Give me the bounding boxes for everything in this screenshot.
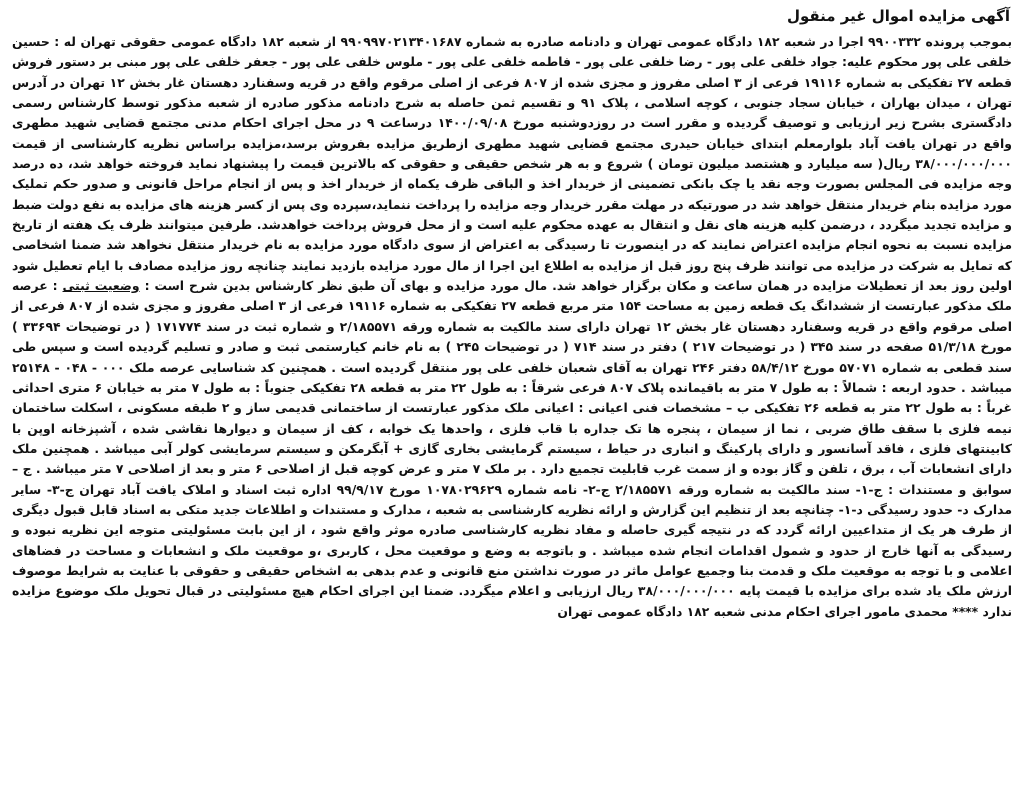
registration-status-label: وضعیت ثبتی <box>62 278 140 294</box>
notice-body-part-1: بموجب پرونده ۹۹۰۰۳۳۲ اجرا در شعبه ۱۸۲ دادگاه عمومی تهران و دادنامه صادره به شماره ۹۹۰۹۹۷۰۲۱۳۴۰۱۶۸۷ از شعبه ۱۸۲ دادگاه عمومی حقوقی تهران له : حسین خلفی علی پور محکوم علیه: جواد خلفی علی پور - رضا خلفی علی پور - فاطمه خلفی علی پور - ملوس خلفی علی پور - جعفر خلفی علی پور مبنی بر دستور فروش قطعه ۲۷ تفکیکی به شماره ۱۹۱۱۶ فرعی از ۳ اصلی مفروز و مجزی شده از ۸۰۷ فرعی از اصلی مرقوم واقع در قریه وسفنارد دهستان غار بخش ۱۲ تهران در آدرس تهران ، میدان بهاران ، خیابان سجاد جنوبی ، کوچه اسلامی ، پلاک ۹۱ و تقسیم ثمن حاصله به شرح دادنامه مذکور صادره از شعبه مذکور توسط کارشناس رسمی دادگستری بشرح زیر ارزیابی و توصیف گردیده و مقرر است در روزدوشنبه مورخ ۱۴۰۰/۰۹/۰۸ درساعت ۹ در محل اجرای احکام مدنی مجتمع قضایی شهید مطهری واقع در تهران یافت آباد بلوارمعلم ابتدای خیابان حیدری مجتمع قضایی شهید مطهری ازطریق مزایده بفروش برسد،مزایده براساس نظریه کارشناسی از قیمت ۳۸/۰۰۰/۰۰۰/۰۰۰ ریال( سه میلیارد و هشتصد میلیون تومان ) شروع و به هر شخص حقیقی و حقوقی که بالاترین قیمت را پیشنهاد نماید فروخته خواهد شد، ده درصد وجه مزایده فی المجلس بصورت وجه نقد یا چک بانکی تضمینی از خریدار اخذ و الباقی ظرف یکماه از خریدار اخذ و پس از انجام مراحل قانونی و صدور حکم تملیک مورد مزایده بنام خریدار منتقل خواهد شد در صورتیکه در مهلت مقرر خریدار وجه مزایده را پرداخت ننماید،سپرده وی پس از کسر هزینه های مزایده به نفع دولت ضبط و مزایده تجدید میگردد ، درضمن کلیه هزینه های نقل و انتقال به عهده محکوم علیه است و از محل فروش پرداخت خواهدشد. طرفین میتوانند ظرف یک هفته از تاریخ مزایده نسبت به نحوه انجام مزایده اعتراض نمایند که در اینصورت تا رسیدگی به اعتراض از سوی دادگاه مورد مزایده به نام خریدار منتقل نخواهد شد ضمنا اشخاصی که تمایل به شرکت در مزایده می توانند ظرف پنج روز قبل از مزایده به اطلاع این اجرا از مال مورد مزایده بازدید نمایند چنانچه روز مزایده مصادف با ایام تعطیل شود اولین روز بعد از تعطیلات مزایده در همان ساعت و مکان برگزار خواهد شد. مال مورد مزایده و بهای آن طبق نظر کارشناس بدین شرح است : <box>12 34 1013 294</box>
notice-title: آگهی مزایده اموال غیر منقول <box>786 7 1010 25</box>
notice-body <box>12 32 1012 622</box>
notice-body-part-2: : عرصه ملک مذکور عبارتست از ششدانگ یک قطعه زمین به مساحت ۱۵۴ متر مربع قطعه ۲۷ تفکیکی به شماره ۱۹۱۱۶ فرعی از ۳ اصلی مفروز و مجزی شده از ۸۰۷ فرعی از اصلی مرقوم واقع در قریه وسفنارد دهستان غار بخش ۱۲ تهران دارای سند مالکیت به شماره ورقه ۲/۱۸۵۵۷۱ و شماره ثبت در سند ۱۷۱۷۷۴ ( در توضیحات ۳۳۶۹۴ ) مورخ ۵۱/۳/۱۸ صفحه در سند ۳۴۵ ( در توضیحات ۲۱۷ ) دفتر در سند ۷۱۴ ( در توضیحات ۲۴۵ ) به نام خانم کیارستمی ثبت و صادر و تسلیم گردیده است و سپس طی سند قطعی به شماره ۵۷۰۷۱ مورخ ۵۸/۴/۱۲ دفتر ۲۴۶ تهران به آقای شعبان خلفی علی پور منتقل گردیده است . همچنین کد شناسایی عرصه ملک ۰۰۰ - ۰۴۸ - ۲۵۱۴۸ میباشد . حدود اربعه : شمالاً : به طول ۷ متر به باقیمانده پلاک ۸۰۷ فرعی شرقاً : به طول ۲۲ متر به قطعه ۲۸ تفکیکی جنوباً : به طول ۷ متر به خیابان ۶ متری احداثی غرباً : به طول ۲۲ متر به قطعه ۲۶ تفکیکی ب – مشخصات فنی اعیانی : اعیانی ملک مذکور عبارتست از ساختمانی قدیمی ساز و ۲ طبقه مسکونی ، اسکلت ساختمان نیمه فلزی با سقف طاق ضربی ، نما از سیمان ، پنجره ها تک جداره با قاب فلزی ، واحدها یک خوابه ، کف از سیمان و دیوارها نقاشی شده ، آشپزخانه اوپن با کابینتهای فلزی ، فاقد آسانسور و دارای پارکینگ و انباری در حیاط ، سیستم گرمایشی بخاری گازی + آبگرمکن و سیستم سرمایشی کولر آبی میباشد . همچنین ملک دارای انشعابات آب ، برق ، تلفن و گاز بوده و از سمت غرب قابلیت تجمیع دارد . بر ملک ۷ متر و عرض کوچه قبل از اصلاحی ۶ متر و بعد از اصلاحی ۷ متر میباشد . ج – سوابق و مستندات : ج-۱- سند مالکیت به شماره ورقه ۲/۱۸۵۵۷۱ ج-۲- نامه شماره ۱۰۷۸۰۲۹۶۲۹ مورخ ۹۹/۹/۱۷ اداره ثبت اسناد و املاک یافت آباد تهران ج-۳- سایر مدارک د- حدود رسیدگی د-۱- چنانچه بعد از تنظیم این گزارش و ارائه نظریه کارشناسی به شعبه ، مدارک و مستندات و اطلاعات جدید متکی به اسناد قابل قبول دیگری از طرف هر یک از متداعیین ارائه گردد که در نتیجه گیری حاصله و مفاد نظریه کارشناسی صادره موثر واقع شود ، از این بابت مسئولیتی متوجه این نظریه نبوده و رسیدگی به آنها خارج از حدود و شمول اقدامات انجام شده میباشد . و باتوجه به وضع و موقعیت محل ، کاربری ،و موقعیت ملک و انشعابات و مساحت در فضاهای اعلامی و با توجه به موقعیت ملک و قدمت بنا وجمیع عوامل ماثر در صورت نداشتن منع قانونی و عدم بدهی به اشخاص حقیقی و حقوقی با عنایت به شرایط موصوف ارزش ملک یاد شده برای مزایده با قیمت پایه ۳۸/۰۰۰/۰۰۰/۰۰۰ ریال ارزیابی و اعلام میگردد. ضمنا این اجرای احکام هیچ مسئولیتی در قبال تحویل ملک موضوع مزایده ندارد **** محمدی مامور اجرای احکام مدنی شعبه ۱۸۲ دادگاه عمومی تهران <box>12 278 1012 619</box>
